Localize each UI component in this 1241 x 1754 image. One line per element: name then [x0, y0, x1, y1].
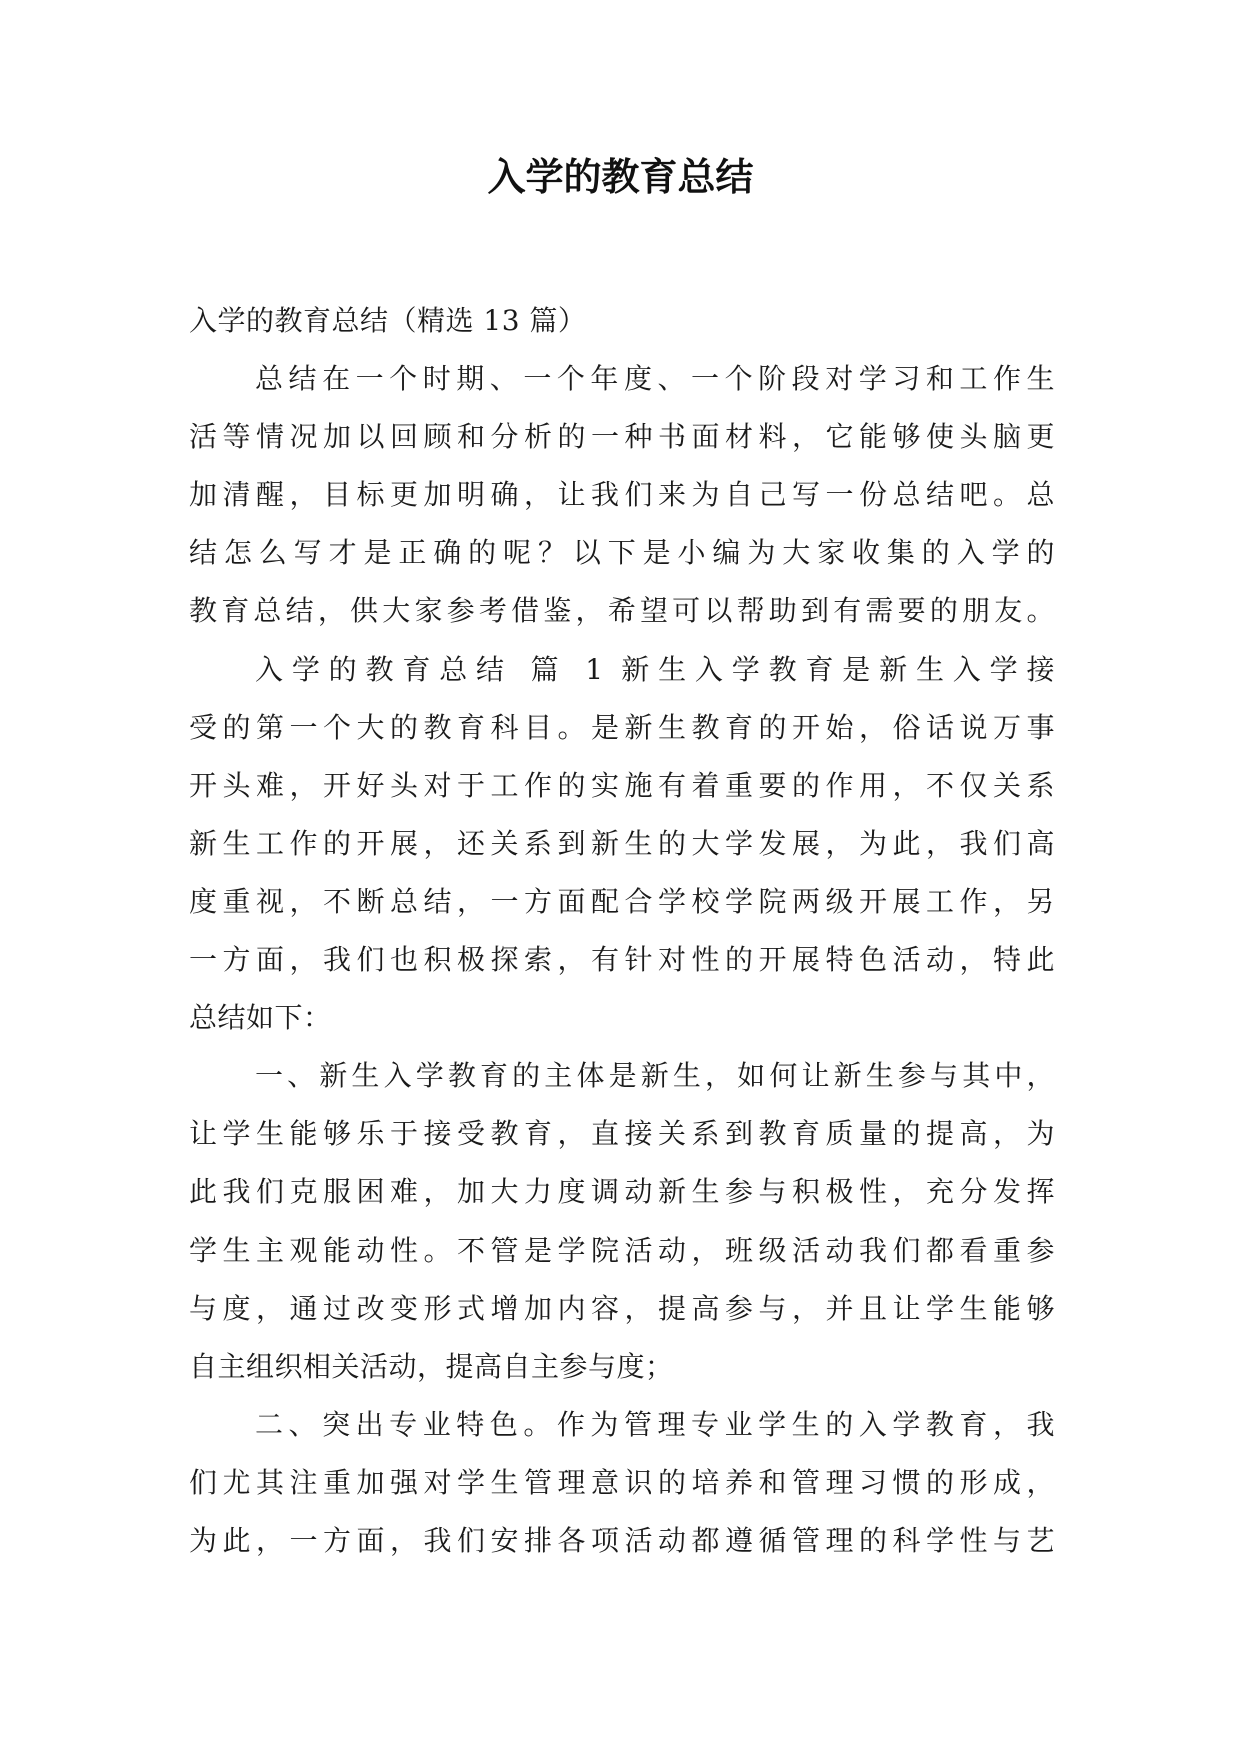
- paragraph-line: 自主组织相关活动，提高自主参与度；: [189, 1349, 674, 1383]
- paragraph-line: 与度，通过改变形式增加内容，提高参与，并且让学生能够: [189, 1291, 1055, 1325]
- paragraph-line: 学生主观能动性。不管是学院活动，班级活动我们都看重参: [189, 1233, 1055, 1267]
- section-heading-line: 入学的教育总结 篇 1 新生入学教育是新生入学接: [255, 652, 1055, 686]
- paragraph-line: 一方面，我们也积极探索，有针对性的开展特色活动，特此: [189, 943, 1055, 977]
- paragraph-line: 此我们克服困难，加大力度调动新生参与积极性，充分发挥: [189, 1175, 1055, 1209]
- paragraph-line: 活等情况加以回顾和分析的一种书面材料，它能够使头脑更: [189, 420, 1055, 454]
- subtitle-line: 入学的教育总结（精选 13 篇）: [189, 304, 587, 337]
- document-body: [189, 292, 1055, 1570]
- document-title: 入学的教育总结: [487, 155, 754, 199]
- paragraph-line: 加清醒，目标更加明确，让我们来为自己写一份总结吧。总: [189, 478, 1055, 512]
- paragraph-line: 开头难，开好头对于工作的实施有着重要的作用，不仅关系: [189, 768, 1055, 802]
- paragraph-line: 一、新生入学教育的主体是新生，如何让新生参与其中，: [255, 1059, 1055, 1093]
- paragraph-line: 总结在一个时期、一个年度、一个阶段对学习和工作生: [255, 362, 1055, 396]
- paragraph-line: 让学生能够乐于接受教育，直接关系到教育质量的提高，为: [189, 1117, 1055, 1151]
- paragraph-line: 总结如下：: [189, 1001, 332, 1035]
- paragraph-line: 二、突出专业特色。作为管理专业学生的入学教育，我: [255, 1407, 1055, 1441]
- paragraph-line: 新生工作的开展，还关系到新生的大学发展，为此，我们高: [189, 826, 1055, 860]
- paragraph-line: 们尤其注重加强对学生管理意识的培养和管理习惯的形成，: [189, 1465, 1055, 1499]
- paragraph-line: 度重视，不断总结，一方面配合学校学院两级开展工作，另: [189, 884, 1055, 918]
- paragraph-line: 受的第一个大的教育科目。是新生教育的开始，俗话说万事: [189, 710, 1055, 744]
- paragraph-line: 结怎么写才是正确的呢？以下是小编为大家收集的入学的: [189, 536, 1055, 570]
- paragraph-line: 教育总结，供大家参考借鉴，希望可以帮助到有需要的朋友。: [189, 594, 1055, 628]
- paragraph-line: 为此，一方面，我们安排各项活动都遵循管理的科学性与艺: [189, 1523, 1055, 1557]
